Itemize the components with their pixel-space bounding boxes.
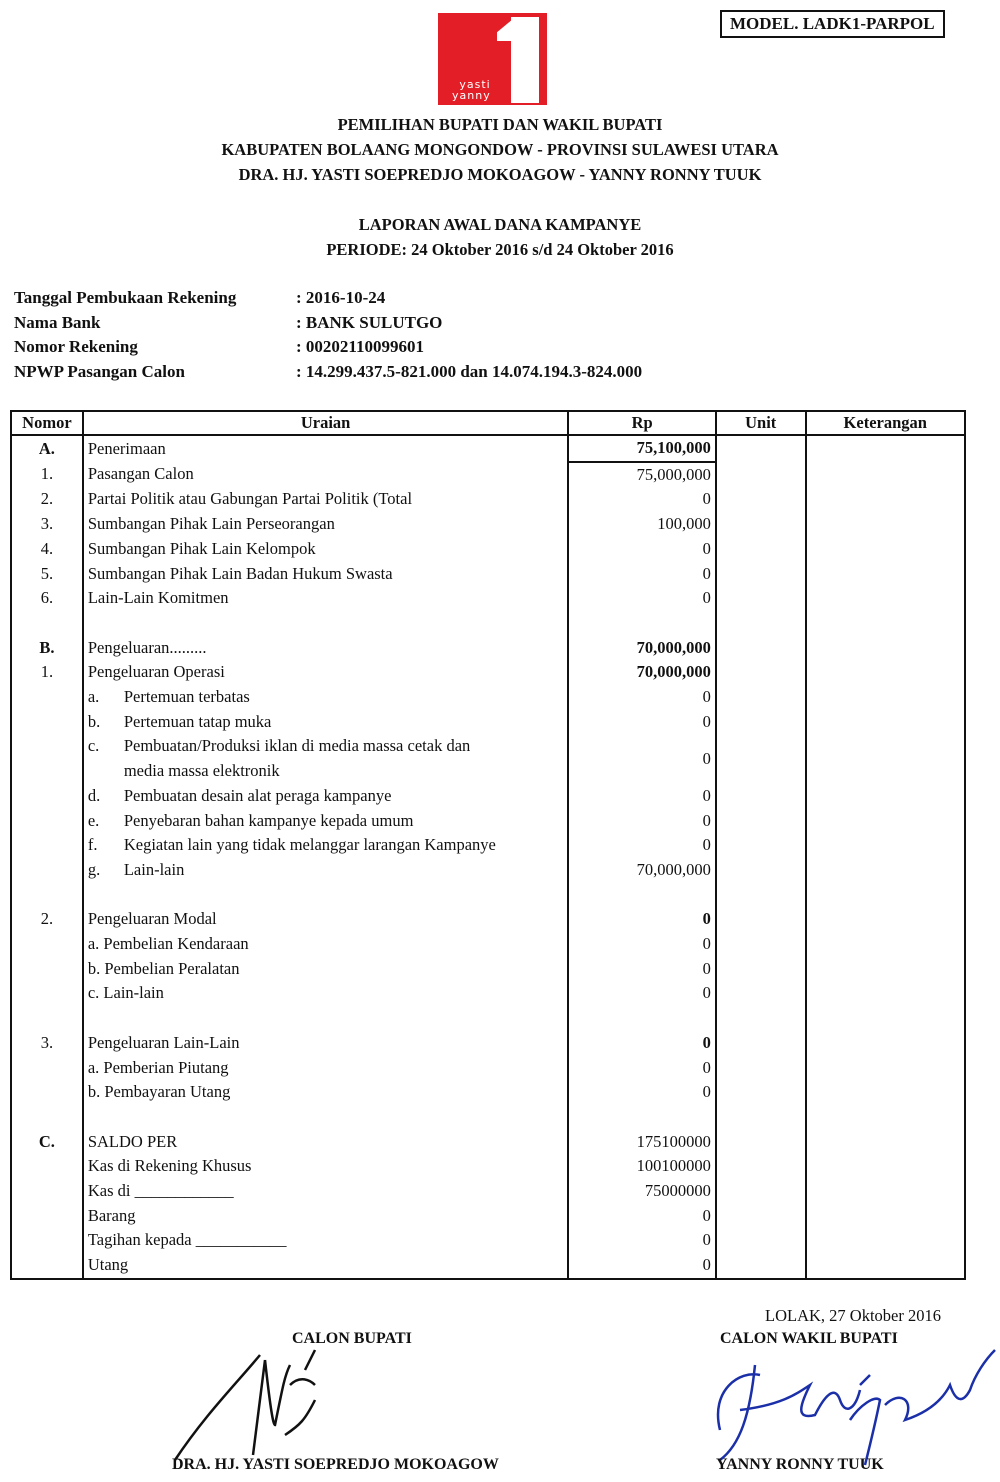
row-amount: 0 xyxy=(568,1228,716,1253)
row-keterangan xyxy=(806,710,966,735)
row-amount: 75000000 xyxy=(568,1179,716,1204)
row-description-text: Kegiatan lain yang tidak melanggar larangan Kampanye xyxy=(123,835,496,855)
row-keterangan xyxy=(806,907,966,932)
row-number: 2. xyxy=(11,487,83,512)
row-unit xyxy=(716,435,806,462)
row-unit xyxy=(716,1179,806,1204)
row-number: C. xyxy=(11,1130,83,1155)
row-number xyxy=(11,1154,83,1179)
table-row xyxy=(11,833,965,858)
row-description: Pengeluaran......... xyxy=(83,636,569,661)
row-sub-letter: e. xyxy=(87,810,100,830)
row-number: 1. xyxy=(11,660,83,685)
logo-text: yasti yanny xyxy=(452,78,491,102)
row-unit xyxy=(716,636,806,661)
row-amount: 0 xyxy=(568,487,716,512)
row-amount: 0 xyxy=(568,685,716,710)
row-keterangan xyxy=(806,462,966,488)
row-description-text: Pertemuan terbatas xyxy=(123,687,250,707)
row-unit xyxy=(716,586,806,611)
row-keterangan xyxy=(806,435,966,462)
col-nomor: Nomor xyxy=(11,411,83,435)
row-amount: 0 xyxy=(568,562,716,587)
table-row xyxy=(11,660,965,685)
row-amount: 0 xyxy=(568,833,716,858)
row-number: 2. xyxy=(11,907,83,932)
left-signature xyxy=(165,1345,365,1465)
row-description xyxy=(83,734,569,783)
row-keterangan xyxy=(806,1006,966,1031)
row-keterangan xyxy=(806,784,966,809)
row-keterangan xyxy=(806,1154,966,1179)
campaign-logo xyxy=(438,13,547,105)
table-row xyxy=(11,537,965,562)
row-keterangan xyxy=(806,1228,966,1253)
row-number xyxy=(11,734,83,783)
row-number xyxy=(11,784,83,809)
row-description: b. Pembayaran Utang xyxy=(83,1080,569,1105)
row-keterangan xyxy=(806,932,966,957)
row-amount: 0 xyxy=(568,809,716,834)
row-description: Tagihan kepada ___________ xyxy=(83,1228,569,1253)
row-number xyxy=(11,1080,83,1105)
row-unit xyxy=(716,734,806,783)
row-amount: 0 xyxy=(568,957,716,982)
row-description: Pengeluaran Operasi xyxy=(83,660,569,685)
row-description xyxy=(83,858,569,883)
table-row xyxy=(11,1006,965,1031)
table-row xyxy=(11,981,965,1006)
row-unit xyxy=(716,809,806,834)
row-description: Kas di ____________ xyxy=(83,1179,569,1204)
row-amount: 0 xyxy=(568,1080,716,1105)
table-row xyxy=(11,883,965,908)
row-unit xyxy=(716,1253,806,1279)
row-keterangan xyxy=(806,1056,966,1081)
row-amount: 75,100,000 xyxy=(568,435,716,462)
row-unit xyxy=(716,1056,806,1081)
left-signatory-title: CALON BUPATI xyxy=(292,1330,412,1347)
row-description xyxy=(83,1105,569,1130)
row-unit xyxy=(716,858,806,883)
account-info xyxy=(14,286,642,384)
row-amount: 0 xyxy=(568,784,716,809)
row-unit xyxy=(716,981,806,1006)
row-description-text: Lain-lain xyxy=(123,859,185,879)
row-unit xyxy=(716,883,806,908)
row-number xyxy=(11,710,83,735)
row-amount xyxy=(568,1105,716,1130)
row-number xyxy=(11,858,83,883)
row-amount: 0 xyxy=(568,734,716,783)
row-amount: 0 xyxy=(568,1253,716,1279)
table-row xyxy=(11,734,965,783)
row-keterangan xyxy=(806,562,966,587)
row-number xyxy=(11,957,83,982)
row-description: Sumbangan Pihak Lain Kelompok xyxy=(83,537,569,562)
row-unit xyxy=(716,685,806,710)
row-description: Pengeluaran Modal xyxy=(83,907,569,932)
row-keterangan xyxy=(806,487,966,512)
right-signature xyxy=(700,1345,1000,1470)
row-number xyxy=(11,1204,83,1229)
row-number xyxy=(11,809,83,834)
row-description xyxy=(83,883,569,908)
row-amount: 0 xyxy=(568,537,716,562)
row-number xyxy=(11,611,83,636)
table-row xyxy=(11,435,965,462)
row-unit xyxy=(716,1031,806,1056)
row-unit xyxy=(716,537,806,562)
row-amount: 0 xyxy=(568,586,716,611)
row-number xyxy=(11,1179,83,1204)
table-row xyxy=(11,611,965,636)
table-row xyxy=(11,1154,965,1179)
table-row xyxy=(11,710,965,735)
row-amount: 175100000 xyxy=(568,1130,716,1155)
right-signatory-title: CALON WAKIL BUPATI xyxy=(720,1330,898,1347)
table-header-row xyxy=(11,411,965,435)
row-amount: 100100000 xyxy=(568,1154,716,1179)
row-keterangan xyxy=(806,833,966,858)
report-titles xyxy=(0,212,1000,262)
campaign-fund-table xyxy=(10,410,966,1280)
row-unit xyxy=(716,784,806,809)
info-row: NPWP Pasangan Calon : 14.299.437.5-821.000 dan 14.074.194.3-824.000 xyxy=(14,361,643,381)
row-description xyxy=(83,1006,569,1031)
row-unit xyxy=(716,1228,806,1253)
row-keterangan xyxy=(806,1105,966,1130)
row-amount: 0 xyxy=(568,1031,716,1056)
row-description: b. Pembelian Peralatan xyxy=(83,957,569,982)
row-amount xyxy=(568,1006,716,1031)
row-amount xyxy=(568,611,716,636)
row-amount: 100,000 xyxy=(568,512,716,537)
row-description xyxy=(83,611,569,636)
place-date: LOLAK, 27 Oktober 2016 xyxy=(765,1306,941,1325)
row-amount: 0 xyxy=(568,981,716,1006)
row-sub-letter: b. xyxy=(87,711,101,731)
row-unit xyxy=(716,512,806,537)
row-amount: 0 xyxy=(568,1056,716,1081)
row-number: 6. xyxy=(11,586,83,611)
table-row xyxy=(11,562,965,587)
row-description-text-continued: media massa elektronik xyxy=(123,761,280,781)
table-row xyxy=(11,932,965,957)
row-number xyxy=(11,1253,83,1279)
row-unit xyxy=(716,1080,806,1105)
row-description: Utang xyxy=(83,1253,569,1279)
table-row xyxy=(11,858,965,883)
row-number: 5. xyxy=(11,562,83,587)
row-unit xyxy=(716,562,806,587)
row-sub-letter: d. xyxy=(87,785,101,805)
table-row xyxy=(11,512,965,537)
row-description: Sumbangan Pihak Lain Badan Hukum Swasta xyxy=(83,562,569,587)
table-row xyxy=(11,809,965,834)
info-row: Tanggal Pembukaan Rekening : 2016-10-24 xyxy=(14,288,386,307)
row-number xyxy=(11,932,83,957)
row-unit xyxy=(716,1006,806,1031)
table-row xyxy=(11,1056,965,1081)
table-row xyxy=(11,1080,965,1105)
row-description: a. Pembelian Kendaraan xyxy=(83,932,569,957)
row-description: a. Pemberian Piutang xyxy=(83,1056,569,1081)
row-description: Lain-Lain Komitmen xyxy=(83,586,569,611)
table-row xyxy=(11,487,965,512)
row-unit xyxy=(716,907,806,932)
logo-number-one xyxy=(511,17,539,103)
row-description: c. Lain-lain xyxy=(83,981,569,1006)
row-amount: 70,000,000 xyxy=(568,858,716,883)
row-sub-letter: f. xyxy=(87,835,98,855)
right-signatory-name: YANNY RONNY TUUK xyxy=(716,1456,884,1473)
row-number xyxy=(11,1228,83,1253)
table-row xyxy=(11,1031,965,1056)
row-sub-letter: c. xyxy=(87,736,100,756)
row-keterangan xyxy=(806,957,966,982)
row-unit xyxy=(716,833,806,858)
row-unit xyxy=(716,1154,806,1179)
report-title: LAPORAN AWAL DANA KAMPANYE xyxy=(358,215,642,234)
row-description: Pasangan Calon xyxy=(83,462,569,488)
row-unit xyxy=(716,1204,806,1229)
row-description: Pengeluaran Lain-Lain xyxy=(83,1031,569,1056)
row-description xyxy=(83,710,569,735)
row-keterangan xyxy=(806,586,966,611)
row-unit xyxy=(716,932,806,957)
table-row xyxy=(11,1204,965,1229)
row-amount: 0 xyxy=(568,932,716,957)
row-keterangan xyxy=(806,883,966,908)
row-keterangan xyxy=(806,858,966,883)
row-keterangan xyxy=(806,734,966,783)
row-keterangan xyxy=(806,685,966,710)
col-keterangan: Keterangan xyxy=(806,411,966,435)
row-unit xyxy=(716,487,806,512)
row-description-text: Penyebaran bahan kampanye kepada umum xyxy=(123,810,414,830)
table-row xyxy=(11,907,965,932)
row-unit xyxy=(716,1105,806,1130)
row-number xyxy=(11,981,83,1006)
row-keterangan xyxy=(806,1179,966,1204)
row-amount: 0 xyxy=(568,710,716,735)
row-number: 4. xyxy=(11,537,83,562)
row-keterangan xyxy=(806,611,966,636)
row-unit xyxy=(716,957,806,982)
row-number xyxy=(11,883,83,908)
info-row: Nomor Rekening : 00202110099601 xyxy=(14,337,424,356)
row-unit xyxy=(716,611,806,636)
row-number xyxy=(11,1006,83,1031)
header-line: KABUPATEN BOLAANG MONGONDOW - PROVINSI SULAWESI UTARA xyxy=(221,140,779,159)
row-number xyxy=(11,1056,83,1081)
row-number xyxy=(11,685,83,710)
row-unit xyxy=(716,1130,806,1155)
table-row xyxy=(11,462,965,488)
table-row xyxy=(11,957,965,982)
row-description: SALDO PER xyxy=(83,1130,569,1155)
row-number: B. xyxy=(11,636,83,661)
row-amount: 75,000,000 xyxy=(568,462,716,488)
table-row xyxy=(11,784,965,809)
row-keterangan xyxy=(806,1130,966,1155)
table-row xyxy=(11,1253,965,1279)
row-description-text: Pembuatan desain alat peraga kampanye xyxy=(123,785,392,805)
table-row xyxy=(11,1228,965,1253)
col-uraian: Uraian xyxy=(83,411,569,435)
table-row xyxy=(11,1130,965,1155)
report-period: PERIODE: 24 Oktober 2016 s/d 24 Oktober 2016 xyxy=(326,240,674,259)
table-row xyxy=(11,685,965,710)
model-label: MODEL. LADK1-PARPOL xyxy=(720,10,945,38)
row-description xyxy=(83,833,569,858)
table-row xyxy=(11,586,965,611)
row-amount xyxy=(568,883,716,908)
row-amount: 70,000,000 xyxy=(568,636,716,661)
header-line: DRA. HJ. YASTI SOEPREDJO MOKOAGOW - YANNY RONNY TUUK xyxy=(238,165,762,184)
row-sub-letter: a. xyxy=(87,687,100,707)
row-description xyxy=(83,784,569,809)
row-description: Kas di Rekening Khusus xyxy=(83,1154,569,1179)
row-description xyxy=(83,685,569,710)
row-number: 3. xyxy=(11,512,83,537)
row-number: 1. xyxy=(11,462,83,488)
row-number: 3. xyxy=(11,1031,83,1056)
row-keterangan xyxy=(806,1204,966,1229)
col-rp: Rp xyxy=(568,411,716,435)
row-description: Penerimaan xyxy=(83,435,569,462)
row-keterangan xyxy=(806,981,966,1006)
row-keterangan xyxy=(806,660,966,685)
row-description xyxy=(83,809,569,834)
row-description-text: Pertemuan tatap muka xyxy=(123,711,272,731)
row-amount: 70,000,000 xyxy=(568,660,716,685)
header-titles xyxy=(0,112,1000,187)
row-keterangan xyxy=(806,1080,966,1105)
row-keterangan xyxy=(806,1253,966,1279)
table-row xyxy=(11,1105,965,1130)
left-signatory-name: DRA. HJ. YASTI SOEPREDJO MOKOAGOW xyxy=(172,1456,499,1473)
row-description-text: Pembuatan/Produksi iklan di media massa cetak dan xyxy=(123,736,471,756)
row-amount: 0 xyxy=(568,1204,716,1229)
row-description: Barang xyxy=(83,1204,569,1229)
row-unit xyxy=(716,660,806,685)
row-keterangan xyxy=(806,636,966,661)
info-row: Nama Bank : BANK SULUTGO xyxy=(14,312,443,332)
row-sub-letter: g. xyxy=(87,859,101,879)
row-description: Partai Politik atau Gabungan Partai Politik (Total xyxy=(83,487,569,512)
row-amount: 0 xyxy=(568,907,716,932)
row-number xyxy=(11,833,83,858)
row-number: A. xyxy=(11,435,83,462)
row-unit xyxy=(716,462,806,488)
table-row xyxy=(11,1179,965,1204)
col-unit: Unit xyxy=(716,411,806,435)
row-keterangan xyxy=(806,809,966,834)
row-number xyxy=(11,1105,83,1130)
row-keterangan xyxy=(806,537,966,562)
row-keterangan xyxy=(806,1031,966,1056)
row-keterangan xyxy=(806,512,966,537)
row-unit xyxy=(716,710,806,735)
row-description: Sumbangan Pihak Lain Perseorangan xyxy=(83,512,569,537)
table-row xyxy=(11,636,965,661)
header-line: PEMILIHAN BUPATI DAN WAKIL BUPATI xyxy=(337,115,663,134)
